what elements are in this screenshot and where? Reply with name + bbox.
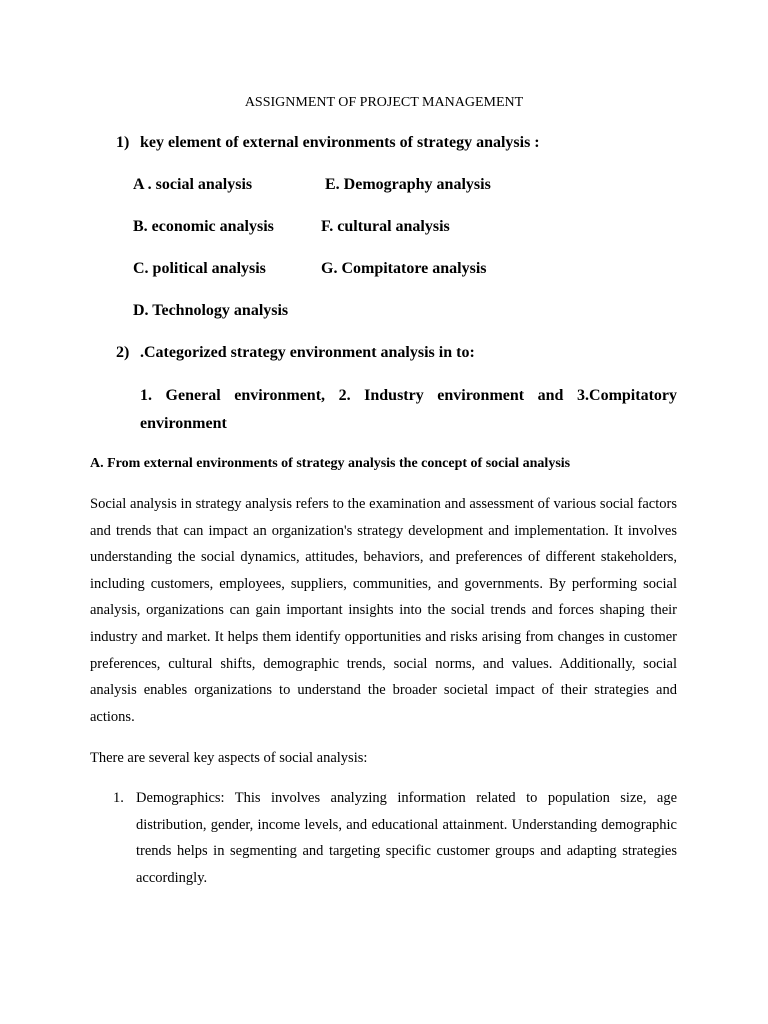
- list-item-cultural-analysis: F. cultural analysis: [321, 218, 450, 235]
- list-item-economic-analysis: B. economic analysis: [133, 218, 274, 235]
- list-item-compitatore-analysis: G. Compitatore analysis: [321, 260, 487, 277]
- list-item-technology-analysis: D. Technology analysis: [133, 302, 289, 319]
- key-aspects-intro: There are several key aspects of social analysis:: [90, 750, 368, 766]
- question-1-text: key element of external environments of strategy analysis :: [140, 134, 540, 151]
- question-2-text: .Categorized strategy environment analysis in to:: [140, 344, 475, 361]
- question-2-number: 2): [116, 344, 130, 361]
- section-a-heading: A. From external environments of strategy analysis the concept of social analysis: [90, 456, 571, 471]
- list-item-political-analysis: C. political analysis: [133, 260, 266, 277]
- list-item-number: 1.: [113, 790, 124, 806]
- list-item-demographics: Demographics: This involves analyzing information related to population size, age distribution, gender, income levels, and educational attainment. Understanding demographic trends helps in segmenting and targeting specific customer groups and adapting strategies accordingly.: [136, 790, 677, 886]
- list-item-demography-analysis: E. Demography analysis: [325, 176, 491, 193]
- document-title: ASSIGNMENT OF PROJECT MANAGEMENT: [244, 95, 524, 110]
- social-analysis-paragraph: Social analysis in strategy analysis refers to the examination and assessment of various social factors and trends that can impact an organization's strategy development and implementation. It involves understanding the social dynamics, attitudes, behaviors, and preferences of different stakeholders, including customers, employees, suppliers, communities, and governments. By performing social analysis, organizations can gain important insights into the social trends and forces shaping their industry and market. It helps them identify opportunities and risks arising from changes in customer preferences, cultural shifts, demographic trends, social norms, and values. Additionally, social analysis enables organizations to understand the broader societal impact of their strategies and actions.: [90, 496, 677, 725]
- list-item-social-analysis: A . social analysis: [133, 176, 253, 193]
- question-2-answer: 1. General environment, 2. Industry environment and 3.Compitatory environment: [140, 387, 677, 432]
- question-1-number: 1): [116, 134, 130, 151]
